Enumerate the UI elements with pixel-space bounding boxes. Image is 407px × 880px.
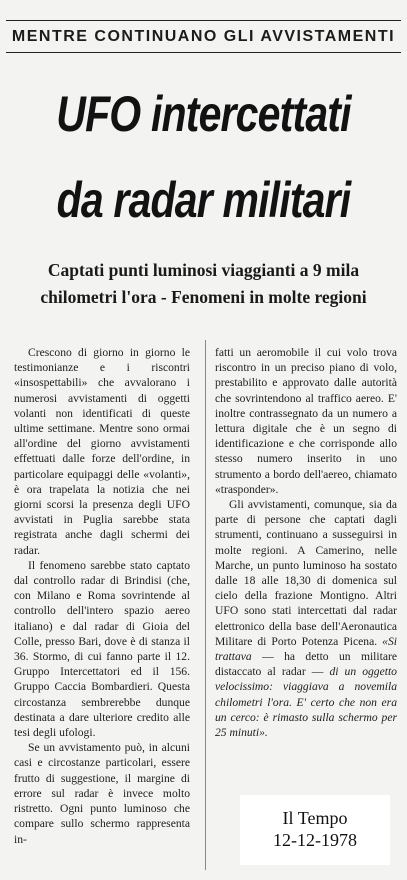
headline-line-2: da radar militari [56, 172, 351, 228]
paragraph: fatti un aeromobile il cui volo trova riscontro in un preciso piano di volo, prestabilito e approvato dalle autorità che sovrintendono al traffico aereo. E' inoltre contrassegnato da un numero a lettura digitale che è un segno di identificazione e che corrisponde allo stesso numero inserito in uno strumento a bordo dell'aereo, chiamato «trasponder». [215, 346, 397, 496]
paragraph [215, 497, 397, 740]
quote-start: «Si trattava [215, 634, 397, 664]
column-left [14, 345, 190, 847]
paragraph-text: Gli avvistamenti, comunque, sia da parte di persone che captati dagli strumenti, continuano a susseguirsi in molte regioni. A Camerino, nelle Marche, un punto luminoso ha sostato dalle 18 alle 18,30 di domenica sul cielo della frazione Montigno. Altri UFO sono stati intercettati dal radar elettronico della base dell'Aeronautica Militare di Porto Potenza Picena. [215, 498, 397, 648]
subhead-line-2: chilometri l'ora - Fenomeni in molte regioni [40, 287, 367, 307]
top-rule [6, 20, 401, 21]
kicker: MENTRE CONTINUANO GLI AVVISTAMENTI [11, 28, 396, 45]
quote-end: di un oggetto velocissimo: viaggiava a novemila chilometri l'ora. E' certo che non era un cerco: è rimasto sulla schermo per 25 minuti». [215, 665, 397, 740]
attribution: — ha detto un militare distaccato al radar — [215, 650, 397, 679]
source-credit [240, 795, 390, 865]
paragraph: Crescono di giorno in giorno le testimonianze e i riscontri «insospettabili» che avvalorano i numerosi avvistamenti di oggetti volanti non identificati di queste ultime settimane. Mentre sono ormai all'ordine del giorno avvistamenti effettuati dalle forze dell'ordine, in particolare equipaggi delle «volanti», è ora trapelata la notizia che nei giorni scorsi la presenza degli UFO avvistati in Puglia sarebbe stata registrata anche dagli schermi dei radar. [14, 346, 190, 557]
paragraph: Il fenomeno sarebbe stato captato dal controllo radar di Brindisi (che, con Milano e Roma sovrintende al controllo dell'intero spazio aereo italiano) e dal radar di Gioia del Colle, presso Bari, dove è di stanza il 36. Stormo, di cui fanno parte il 12. Gruppo Intercettatori ed il 156. Gruppo Caccia Bombardieri. Questa circostanza sembrerebbe dunque destinata a dare ulteriore credito alle tesi degli ufologi. [14, 558, 190, 740]
subhead-line-1: Captati punti luminosi viaggianti a 9 mila [47, 260, 360, 280]
headline-line-1: UFO intercettati [56, 86, 351, 142]
source-name: Il Tempo [282, 808, 348, 828]
source-date: 12-12-1978 [273, 830, 357, 850]
column-divider [205, 340, 206, 870]
kicker-rule [6, 52, 401, 53]
column-right [215, 345, 397, 740]
paragraph: Se un avvistamento può, in alcuni casi e circostanze particolari, essere frutto di suggestione, il margine di errore sul radar è invece molto ristretto. Ogni punto luminoso che compare sullo schermo rappresenta in- [14, 741, 190, 846]
